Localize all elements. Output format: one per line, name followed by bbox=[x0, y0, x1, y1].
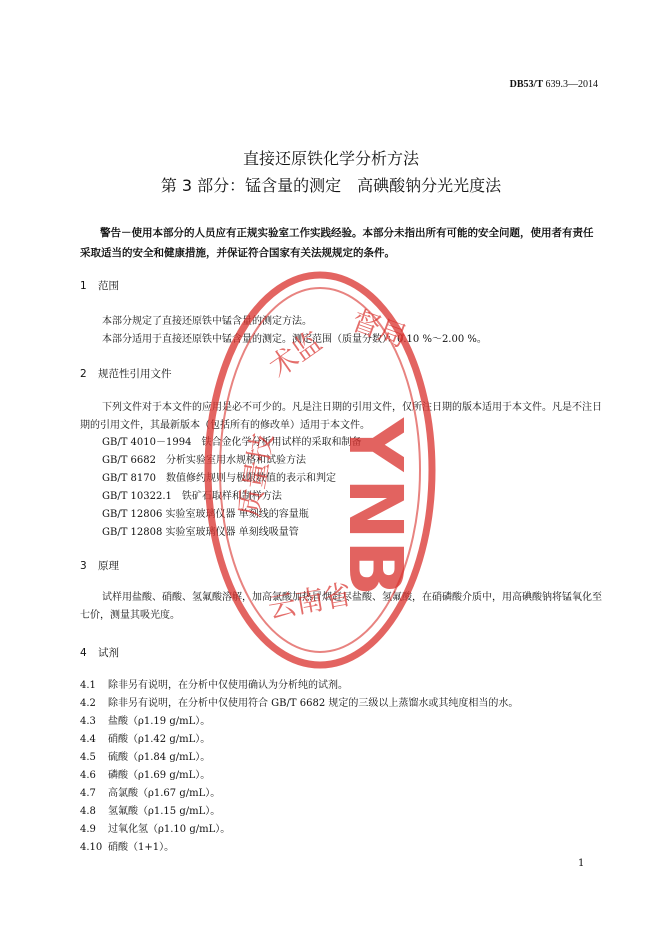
item-text: 过氧化氢（ρ1.10 g/mL）。 bbox=[108, 824, 231, 835]
section-number: 4 bbox=[80, 647, 87, 659]
section-title: 试剂 bbox=[98, 647, 119, 659]
warning-paragraph: 警告－使用本部分的人员应有正规实验室工作实践经验。本部分未指出所有可能的安全问题，使用者有责任采取适当的安全和健康措施，并保证符合国家有关法规规定的条件。 bbox=[80, 227, 594, 259]
scope-paragraph-2: 本部分适用于直接还原铁中锰含量的测定。测定范围（质量分数）：0.10 %～2.00 %。 bbox=[102, 334, 487, 345]
reagent-item bbox=[80, 784, 220, 799]
section-heading-reagents bbox=[80, 645, 119, 660]
section-number: 3 bbox=[80, 560, 87, 572]
reagent-item bbox=[80, 838, 174, 853]
reference-item: GB/T 12808 实验室玻璃仪器 单刻线吸量管 bbox=[102, 527, 299, 538]
reagent-item bbox=[80, 694, 518, 709]
svg-text:术监: 术监 bbox=[263, 324, 328, 384]
item-text: 盐酸（ρ1.19 g/mL）。 bbox=[108, 716, 211, 727]
section-number: 1 bbox=[80, 280, 87, 292]
references-intro-paragraph: 下列文件对于本文件的应用是必不可少的。凡是注日期的引用文件，仅所注日期的版本适用于本文件。凡是不注日期的引用文件，其最新版本（包括所有的修改单）适用于本文件。 bbox=[80, 402, 602, 431]
reference-item: GB/T 12806 实验室玻璃仪器 单刻线的容量瓶 bbox=[102, 509, 309, 520]
reference-item: GB/T 8170 数值修约规则与极限数值的表示和判定 bbox=[102, 473, 337, 484]
reagent-item bbox=[80, 748, 210, 763]
page-number: 1 bbox=[578, 858, 585, 869]
scope-paragraph-1: 本部分规定了直接还原铁中锰含量的测定方法。 bbox=[102, 316, 312, 327]
reference-item: GB/T 4010－1994 铁合金化学分析用试样的采取和制备 bbox=[102, 437, 362, 448]
seal-mark bbox=[332, 417, 418, 596]
reagent-item bbox=[80, 820, 230, 835]
item-number: 4.5 bbox=[80, 752, 96, 763]
item-number: 4.7 bbox=[80, 788, 96, 799]
seal-mark-y: Y bbox=[332, 418, 418, 472]
reagent-item bbox=[80, 730, 210, 745]
reference-item: GB/T 10322.1 铁矿石取样和制样方法 bbox=[102, 491, 282, 502]
reagent-item bbox=[80, 766, 210, 781]
item-number: 4.3 bbox=[80, 716, 96, 727]
principle-paragraph: 试样用盐酸、硝酸、氢氟酸溶解，加高氯酸加热冒烟赶尽盐酸、氢氟酸，在硝磷酸介质中，用高碘酸钠将锰氧化至七价，测量其吸光度。 bbox=[80, 592, 602, 621]
svg-text:督局: 督局 bbox=[347, 303, 412, 354]
section-number: 2 bbox=[80, 368, 87, 380]
section-heading-scope bbox=[80, 278, 119, 293]
reagent-item bbox=[80, 802, 220, 817]
section-heading-normative-references bbox=[80, 366, 172, 381]
item-number: 4.10 bbox=[80, 842, 103, 853]
section-title: 规范性引用文件 bbox=[98, 368, 172, 380]
item-text: 硝酸（ρ1.42 g/mL）。 bbox=[108, 734, 211, 745]
document-code-prefix: DB53/T bbox=[509, 79, 543, 90]
svg-text:质量技: 质量技 bbox=[232, 430, 280, 520]
document-code bbox=[510, 79, 598, 90]
item-number: 4.8 bbox=[80, 806, 96, 817]
item-text: 高氯酸（ρ1.67 g/mL）。 bbox=[108, 788, 221, 799]
reference-item: GB/T 6682 分析实验室用水规格和试验方法 bbox=[102, 455, 307, 466]
seal-mark-n: N bbox=[332, 478, 418, 540]
item-text: 氢氟酸（ρ1.15 g/mL）。 bbox=[108, 806, 221, 817]
svg-text:云南省: 云南省 bbox=[265, 577, 354, 625]
item-number: 4.9 bbox=[80, 824, 96, 835]
item-text: 除非另有说明，在分析中仅使用确认为分析纯的试剂。 bbox=[108, 680, 348, 691]
document-title: 直接还原铁化学分析方法 bbox=[242, 149, 419, 168]
official-seal bbox=[200, 268, 440, 673]
item-number: 4.1 bbox=[80, 680, 96, 691]
section-title: 原理 bbox=[98, 560, 119, 572]
seal-mark-b: B bbox=[332, 540, 418, 597]
document-subtitle: 第 3 部分：锰含量的测定 高碘酸钠分光光度法 bbox=[160, 176, 502, 195]
item-text: 硫酸（ρ1.84 g/mL）。 bbox=[108, 752, 211, 763]
section-heading-principle bbox=[80, 558, 119, 573]
item-number: 4.6 bbox=[80, 770, 96, 781]
document-code-number: 639.3—2014 bbox=[543, 79, 598, 90]
section-title: 范围 bbox=[98, 280, 119, 292]
reagent-item bbox=[80, 676, 348, 691]
item-number: 4.4 bbox=[80, 734, 96, 745]
item-text: 除非另有说明，在分析中仅使用符合 GB/T 6682 规定的三级以上蒸馏水或其纯度相当的水。 bbox=[108, 698, 519, 709]
reagent-item bbox=[80, 712, 210, 727]
item-text: 硝酸（1+1）。 bbox=[108, 842, 175, 853]
item-text: 磷酸（ρ1.69 g/mL）。 bbox=[108, 770, 211, 781]
item-number: 4.2 bbox=[80, 698, 96, 709]
